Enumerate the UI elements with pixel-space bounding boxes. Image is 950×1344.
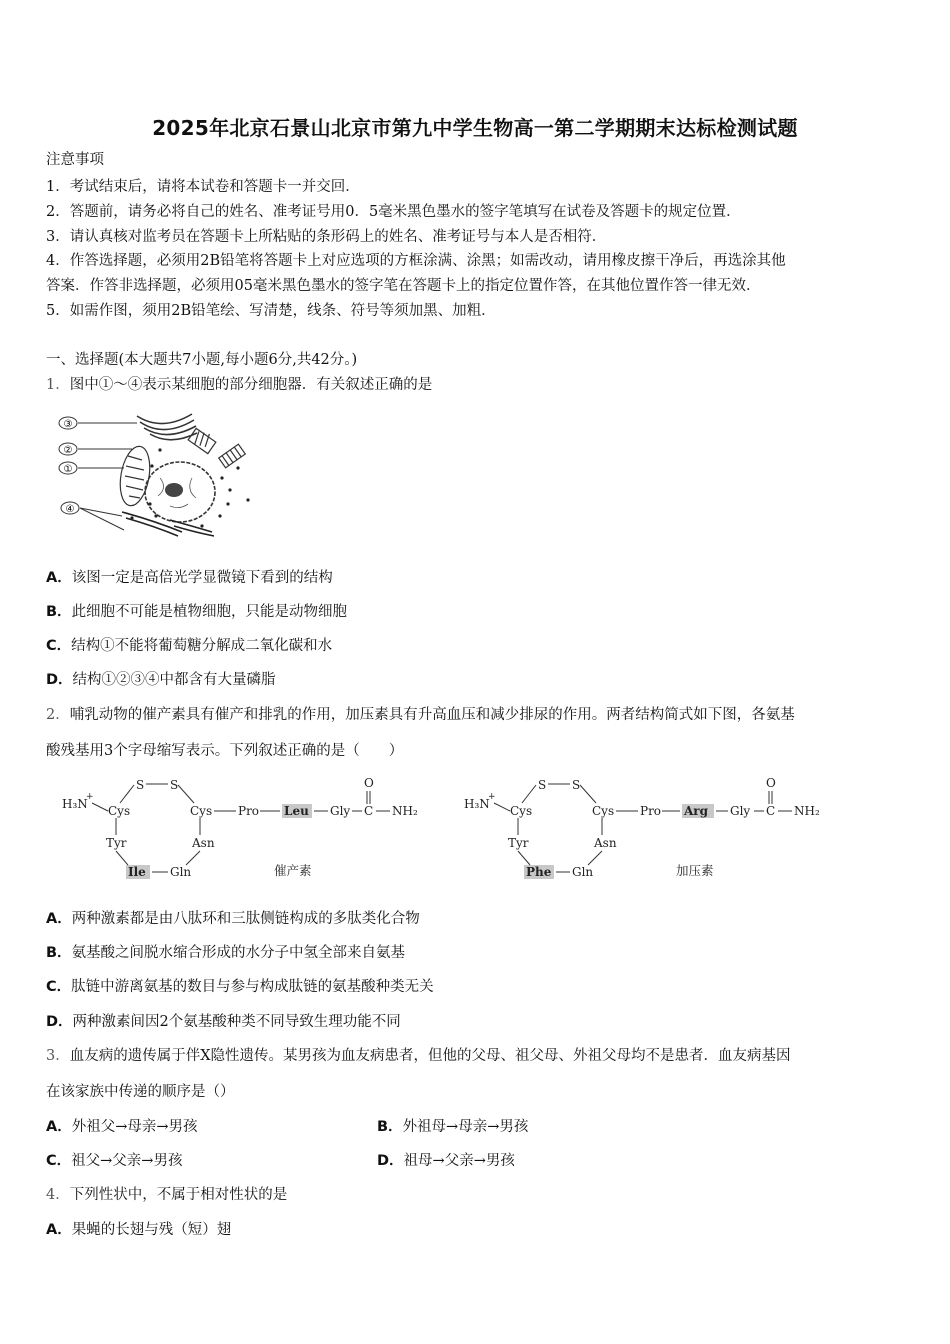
option-text: 两种激素间因2个氨基酸种类不同导致生理功能不同: [72, 1014, 401, 1030]
notice-heading: 注意事项: [46, 152, 104, 168]
svg-text:H₃N: H₃N: [62, 797, 88, 811]
option: [46, 1117, 198, 1137]
svg-text:+: +: [86, 792, 94, 802]
section-heading: 一、选择题(本大题共7小题,每小题6分,共42分。): [46, 352, 358, 368]
mitochondrion: [116, 444, 154, 508]
centriole: [188, 428, 245, 468]
svg-text:Pro: Pro: [640, 804, 662, 818]
question-text: 图中①～④表示某细胞的部分细胞器．有关叙述正确的是: [69, 377, 433, 393]
svg-text:S: S: [538, 778, 547, 792]
svg-text:Gln: Gln: [170, 865, 192, 879]
nucleus: [145, 462, 215, 522]
svg-text:C: C: [364, 804, 374, 818]
svg-text:Tyr: Tyr: [106, 836, 127, 850]
svg-text:+: +: [488, 792, 496, 802]
option-label: B．: [377, 1119, 403, 1135]
question-number: 4．: [46, 1187, 70, 1203]
option-label: D．: [377, 1153, 404, 1169]
svg-text:Tyr: Tyr: [508, 836, 529, 850]
question-1-stem: [46, 375, 432, 395]
question-2-stem: [46, 705, 795, 725]
label-4: [61, 502, 79, 515]
svg-text:Arg: Arg: [684, 804, 709, 818]
option-text: 结构①不能将葡萄糖分解成二氧化碳和水: [71, 638, 333, 654]
notice-item: 4．作答选择题，必须用2B铅笔将答题卡上对应选项的方框涂满、涂黑；如需改动，请用橡皮擦干净后，再选涂其他: [46, 253, 786, 269]
question-3-stem-cont: 在该家族中传递的顺序是（）: [46, 1084, 235, 1100]
svg-text:Cys: Cys: [190, 804, 213, 818]
option-text: 肽链中游离氨基的数目与参与构成肽链的氨基酸种类无关: [71, 979, 434, 995]
option-text: 祖父→父亲→男孩: [71, 1153, 183, 1169]
organelle-diagram: [52, 408, 262, 538]
vasopressin-structure: [460, 775, 840, 890]
svg-text:③: ③: [63, 419, 73, 430]
notice-item: 2．答题前，请务必将自己的姓名、准考证号用0．5毫米黑色墨水的签字笔填写在试卷及答题卡的规定位置．: [46, 204, 741, 220]
option: [46, 602, 347, 622]
option-label: C．: [46, 1153, 72, 1169]
svg-text:②: ②: [63, 445, 73, 456]
question-text: 下列性状中，不属于相对性状的是: [69, 1187, 288, 1203]
svg-text:O: O: [766, 776, 776, 790]
svg-text:加压素: 加压素: [676, 863, 714, 878]
option-label: D．: [46, 672, 73, 688]
option: [46, 670, 276, 690]
svg-text:S: S: [572, 778, 581, 792]
option-text: 氨基酸之间脱水缩合形成的水分子中氢全部来自氨基: [71, 945, 406, 961]
notice-item: 答案．作答非选择题，必须用05毫米黑色墨水的签字笔在答题卡上的指定位置作答，在其他位置作答一律无效．: [46, 278, 761, 294]
svg-text:Cys: Cys: [510, 804, 533, 818]
option: [46, 909, 420, 929]
golgi-apparatus: [137, 414, 197, 440]
svg-text:催产素: 催产素: [274, 863, 312, 878]
svg-text:Cys: Cys: [108, 804, 131, 818]
svg-text:Asn: Asn: [594, 836, 617, 850]
option: [46, 568, 333, 588]
option-label: A．: [46, 1222, 72, 1238]
option-text: 两种激素都是由八肽环和三肽侧链构成的多肽类化合物: [71, 911, 420, 927]
svg-text:Pro: Pro: [238, 804, 260, 818]
option-label: A．: [46, 1119, 72, 1135]
svg-text:O: O: [364, 776, 374, 790]
exam-title: 2025年北京石景山北京市第九中学生物高一第二学期期末达标检测试题: [152, 116, 798, 140]
question-number: 1．: [46, 377, 70, 393]
svg-text:Cys: Cys: [592, 804, 615, 818]
option: [46, 1220, 231, 1240]
question-text: 哺乳动物的催产素具有催产和排乳的作用，加压素具有升高血压和减少排尿的作用。两者结构简式如下图，各氨基: [69, 707, 795, 723]
option-label: C．: [46, 638, 72, 654]
option-label: A．: [46, 570, 72, 586]
notice-item: 1．考试结束后，请将本试卷和答题卡一并交回．: [46, 179, 360, 195]
option: [46, 943, 405, 963]
option: [46, 977, 434, 997]
option-text: 果蝇的长翅与残（短）翅: [71, 1222, 232, 1238]
svg-text:C: C: [766, 804, 776, 818]
svg-text:Gln: Gln: [572, 865, 594, 879]
option-label: B．: [46, 604, 72, 620]
question-4-stem: [46, 1185, 287, 1205]
option: [46, 1151, 182, 1171]
svg-text:Ile: Ile: [128, 865, 146, 879]
option: [377, 1151, 515, 1171]
svg-text:NH₂: NH₂: [794, 804, 820, 818]
label-2: [59, 443, 77, 456]
option: [377, 1117, 528, 1137]
svg-text:①: ①: [63, 464, 73, 475]
option-text: 外祖父→母亲→男孩: [71, 1119, 198, 1135]
notice-item: 3．请认真核对监考员在答题卡上所粘贴的条形码上的姓名、准考证号与本人是否相符．: [46, 229, 607, 245]
svg-text:Asn: Asn: [192, 836, 215, 850]
question-2-stem-cont: 酸残基用3个字母缩写表示。下列叙述正确的是（ ）: [46, 743, 404, 759]
svg-text:NH₂: NH₂: [392, 804, 418, 818]
option-text: 该图一定是高倍光学显微镜下看到的结构: [71, 570, 333, 586]
question-number: 2．: [46, 707, 70, 723]
question-number: 3．: [46, 1048, 70, 1064]
svg-text:Phe: Phe: [526, 865, 552, 879]
option-label: C．: [46, 979, 72, 995]
question-text: 血友病的遗传属于伴X隐性遗传。某男孩为血友病患者，但他的父母、祖父母、外祖父母均不是患者．血友病基因: [69, 1048, 791, 1064]
label-1: [59, 462, 77, 475]
label-3: [59, 417, 77, 430]
svg-text:S: S: [136, 778, 145, 792]
option: [46, 1012, 401, 1032]
option-label: B．: [46, 945, 72, 961]
svg-text:S: S: [170, 778, 179, 792]
option-label: D．: [46, 1014, 73, 1030]
svg-text:H₃N: H₃N: [464, 797, 490, 811]
question-3-stem: [46, 1046, 791, 1066]
option-text: 祖母→父亲→男孩: [403, 1153, 515, 1169]
option-text: 此细胞不可能是植物细胞，只能是动物细胞: [71, 604, 348, 620]
option: [46, 636, 332, 656]
svg-text:Leu: Leu: [284, 804, 309, 818]
svg-text:Gly: Gly: [730, 804, 751, 818]
option-text: 外祖母→母亲→男孩: [402, 1119, 529, 1135]
svg-text:④: ④: [65, 504, 75, 515]
option-label: A．: [46, 911, 72, 927]
option-text: 结构①②③④中都含有大量磷脂: [72, 672, 276, 688]
notice-item: 5．如需作图，须用2B铅笔绘、写清楚，线条、符号等须加黑、加粗．: [46, 303, 496, 319]
oxytocin-structure: [58, 775, 438, 890]
svg-text:Gly: Gly: [330, 804, 351, 818]
